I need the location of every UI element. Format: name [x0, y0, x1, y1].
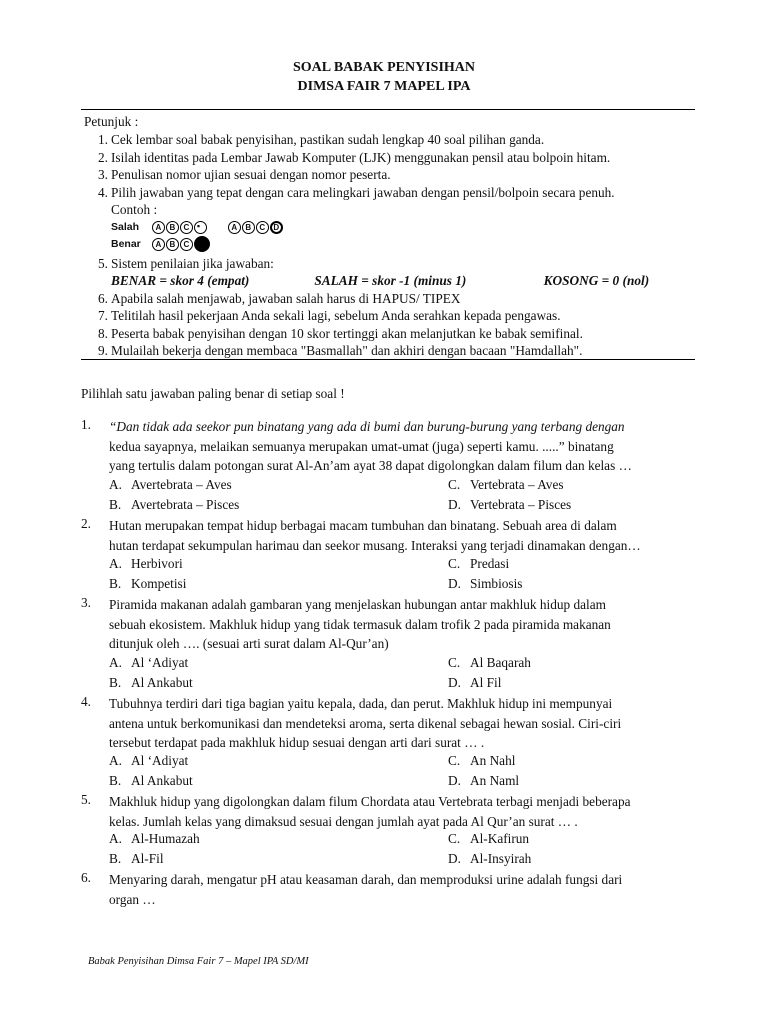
- option-c[interactable]: C. Al-Kafirun: [448, 831, 530, 846]
- option-d[interactable]: D. Al Fil: [448, 675, 502, 690]
- page-footer: Babak Penyisihan Dimsa Fair 7 – Mapel IPA SD/MI: [88, 956, 309, 967]
- question-text: Hutan merupakan tempat hidup berbagai macam tumbuhan dan binatang. Sebuah area di dalam hutan terdapat sekumpulan harimau dan seekor musang. Interaksi yang terjadi dinamakan dengan…: [109, 518, 641, 553]
- bubble-icon: D: [270, 221, 283, 234]
- score-wrong: SALAH = skor -1 (minus 1): [314, 273, 467, 288]
- question-text: Tubuhnya terdiri dari tiga bagian yaitu kepala, dada, dan perut. Makhluk hidup ini mempunyai antena untuk berkomunikasi dan mendeteksi aroma, serta dikenal sebagai hewan sosial. Ciri-ciri tersebut terdapat pada makhluk hidup sesuai dengan arti dari surat … .: [109, 696, 622, 751]
- bubble-icon: C: [180, 238, 193, 251]
- question-number: 2.: [81, 516, 91, 531]
- bubble-icon: A: [228, 221, 241, 234]
- bubble-icon: B: [166, 238, 179, 251]
- example-wrong-label: Salah: [111, 221, 140, 234]
- bubble-icon: C: [180, 221, 193, 234]
- bubble-icon: B: [166, 221, 179, 234]
- example-right-label: Benar: [111, 237, 141, 250]
- question-text: “Dan tidak ada seekor pun binatang yang ada di bumi dan burung-burung yang terbang dengan kedua sayapnya, melaikan semuanya merupakan umat-umat (juga) seperti kamu. .....” binatang yang tertulis dalam potongan surat Al-An’am ayat 38 dapat digolongkan dalam filum dan kelas …: [109, 419, 632, 474]
- example-right: [111, 236, 211, 252]
- score-correct: BENAR = skor 4 (empat): [111, 273, 250, 288]
- option-b[interactable]: B. Al-Fil: [109, 851, 164, 866]
- instructions-box: Petunjuk : 1. Cek lembar soal babak penyisihan, pastikan sudah lengkap 40 soal pilihan ganda. 2. Isilah identitas pada Lembar Jawab Komputer (LJK) menggunakan pensil atau bolpoin hitam. 3. Penulisan nomor ujian sesuai dengan nomor peserta. 4. Pilih jawaban yang tepat dengan cara melingkari jawaban dengan pensil/bolpoin secara penuh. Contoh : Salah A B C▪ A B C D Benar A B C 5. Sistem penilaian jika jawaban: BENAR = skor 4 (empat) SALAH = skor -1 (minus 1) KOSONG = 0 (nol) 6. Apabila salah menjawab, jawaban salah harus di HAPUS/ TIPEX 7. Telitilah hasil pekerjaan Anda sekali lagi, sebelum Anda serahkan kepada pengawas. 8. Peserta babak penyisihan dengan 10 skor tertinggi akan melanjutkan ke babak semifinal. 9. Mulailah bekerja dengan membaca "Basmallah" dan akhiri dengan bacaan "Hamdallah".: [81, 109, 695, 360]
- option-d[interactable]: D. Simbiosis: [448, 576, 523, 591]
- bubble-icon: A: [152, 221, 165, 234]
- question-text: Makhluk hidup yang digolongkan dalam filum Chordata atau Vertebrata terbagi menjadi beberapa kelas. Jumlah kelas yang dimaksud sesuai dengan jumlah ayat pada Al Qur’an surat … .: [109, 794, 631, 829]
- option-c[interactable]: C. Al Baqarah: [448, 655, 531, 670]
- option-a[interactable]: A. Avertebrata – Aves: [109, 477, 232, 492]
- option-b[interactable]: B. Al Ankabut: [109, 773, 193, 788]
- exam-title: SOAL BABAK PENYISIHAN: [292, 60, 476, 75]
- question-text: Menyaring darah, mengatur pH atau keasaman darah, dan memproduksi urine adalah fungsi dari organ …: [109, 872, 623, 907]
- option-a[interactable]: A. Herbivori: [109, 556, 183, 571]
- question-number: 5.: [81, 792, 91, 807]
- question-text: Piramida makanan adalah gambaran yang menjelaskan hubungan antar makhluk hidup dalam sebuah ekosistem. Makhluk hidup yang tidak termasuk dalam trofik 2 pada piramida makanan ditunjuk oleh …. (sesuai arti surat dalam Al-Qur’an): [109, 597, 611, 652]
- question-intro: Pilihlah satu jawaban paling benar di setiap soal !: [81, 386, 345, 401]
- question-number: 6.: [81, 870, 91, 885]
- option-a[interactable]: A. Al ‘Adiyat: [109, 655, 189, 670]
- bubble-icon: A: [152, 238, 165, 251]
- example-label: Contoh :: [111, 202, 158, 217]
- option-d[interactable]: D. Vertebrata – Pisces: [448, 497, 572, 512]
- option-a[interactable]: A. Al-Humazah: [109, 831, 200, 846]
- question-number: 3.: [81, 595, 91, 610]
- option-b[interactable]: B. Kompetisi: [109, 576, 187, 591]
- example-wrong: [111, 221, 284, 234]
- scoring-rules: [111, 273, 649, 289]
- bubble-icon: C: [256, 221, 269, 234]
- option-c[interactable]: C. An Nahl: [448, 753, 516, 768]
- bubble-icon: B: [242, 221, 255, 234]
- option-c[interactable]: C. Predasi: [448, 556, 510, 571]
- option-d[interactable]: D. An Naml: [448, 773, 520, 788]
- option-d[interactable]: D. Al-Insyirah: [448, 851, 532, 866]
- option-b[interactable]: B. Avertebrata – Pisces: [109, 497, 240, 512]
- filled-bubble-icon: [194, 236, 210, 252]
- question-number: 1.: [81, 417, 91, 432]
- option-b[interactable]: B. Al Ankabut: [109, 675, 193, 690]
- option-c[interactable]: C. Vertebrata – Aves: [448, 477, 564, 492]
- score-empty: KOSONG = 0 (nol): [543, 273, 650, 288]
- option-a[interactable]: A. Al ‘Adiyat: [109, 753, 189, 768]
- exam-subtitle: DIMSA FAIR 7 MAPEL IPA: [297, 79, 471, 94]
- instructions-heading: Petunjuk :: [84, 114, 139, 129]
- question-number: 4.: [81, 694, 91, 709]
- partial-fill-bubble-icon: [194, 221, 207, 234]
